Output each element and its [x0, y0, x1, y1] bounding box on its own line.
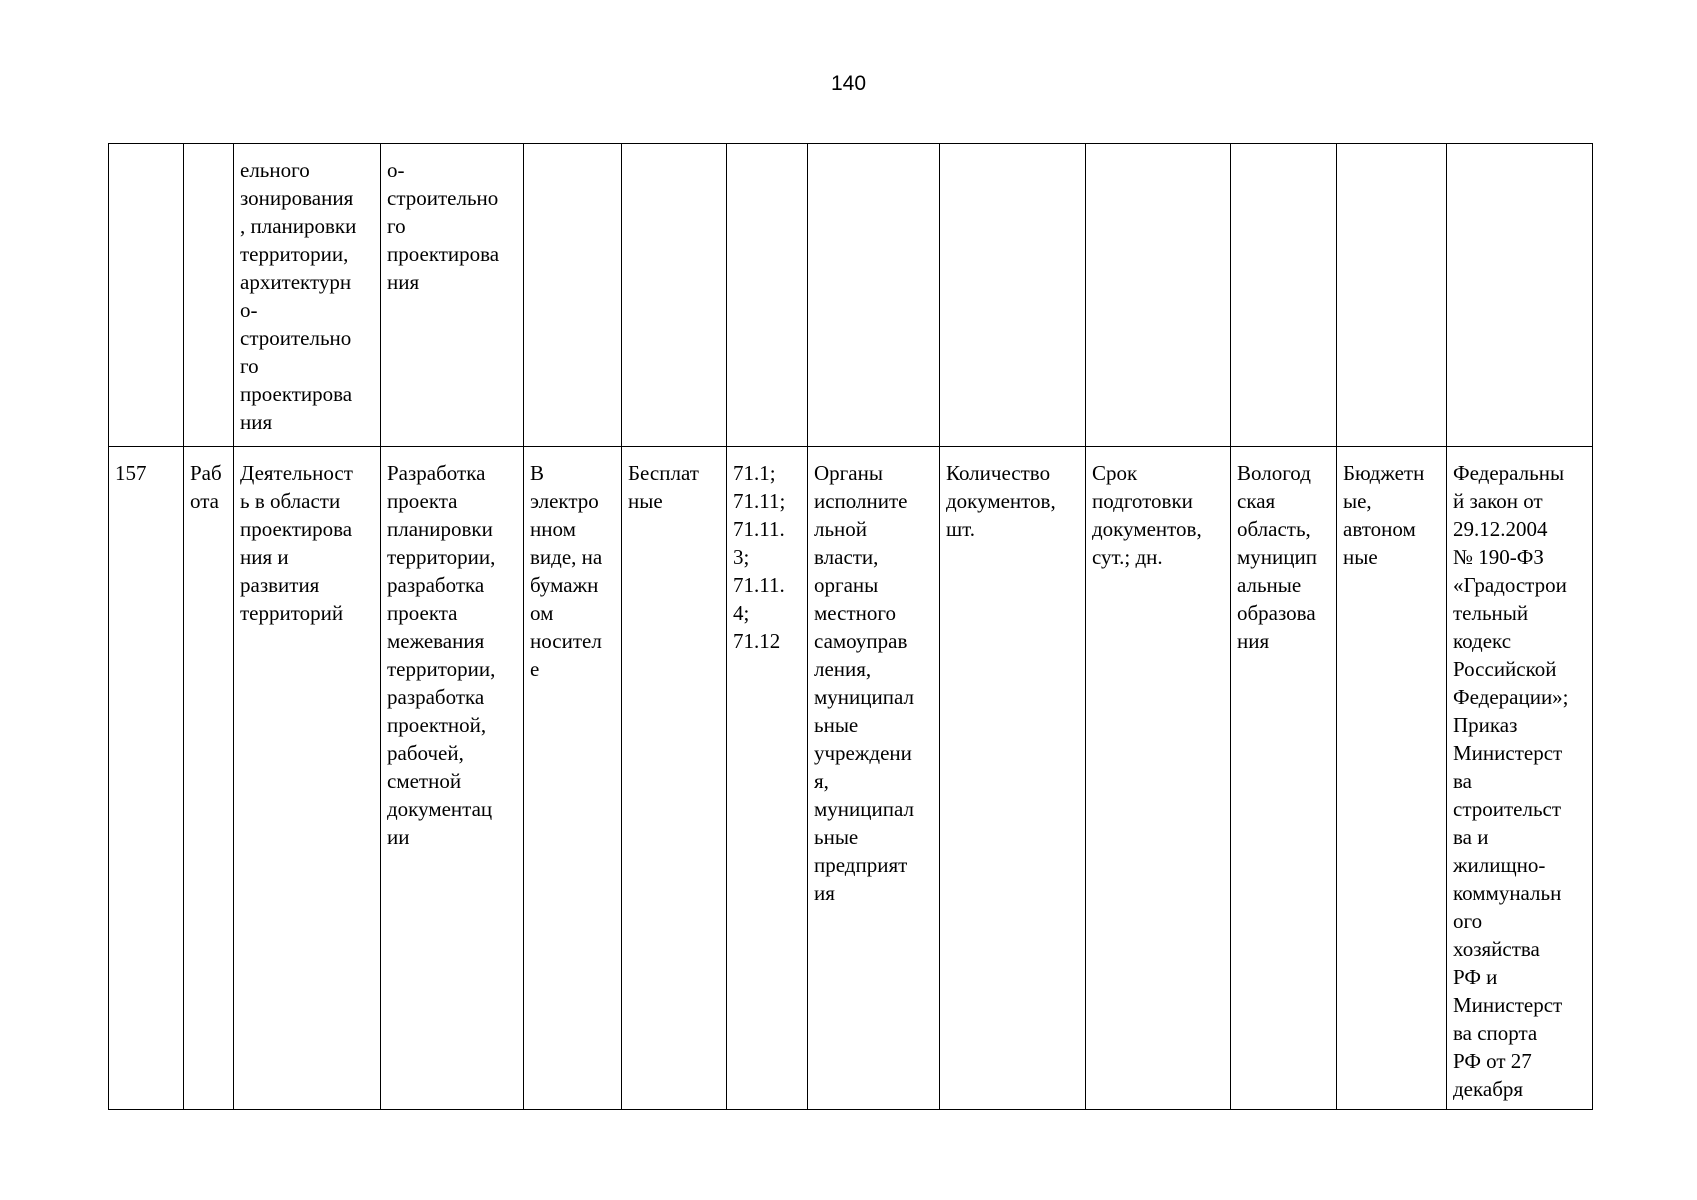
cell-authorities: Органы исполните льной власти, органы местного самоуправ ления, муниципал ьные учреждени я, муниципал ьные предприят ия: [808, 447, 940, 1110]
page-number: 140: [830, 72, 867, 95]
cell-payment: Бесплат ные: [622, 447, 727, 1110]
cell-activity: ельного зонирования , планировки территории, архитектурн о- строительно го проектирова ния: [234, 144, 381, 447]
cell-indicator: [940, 144, 1086, 447]
cell-indicator: Количество документов, шт.: [940, 447, 1086, 1110]
cell-type: Раб ота: [184, 447, 234, 1110]
cell-number: [109, 144, 184, 447]
cell-form: В электро нном виде, на бумажн ом носител е: [524, 447, 622, 1110]
table-row: [109, 144, 1593, 447]
registry-table: [108, 143, 1593, 1110]
cell-content: о- строительно го проектирова ния: [381, 144, 524, 447]
cell-type: [184, 144, 234, 447]
cell-authorities: [808, 144, 940, 447]
cell-activity: Деятельност ь в области проектирова ния и развития территорий: [234, 447, 381, 1110]
cell-term: [1086, 144, 1231, 447]
cell-payment: [622, 144, 727, 447]
cell-legal-basis: Федеральны й закон от 29.12.2004 № 190-ФЗ «Градострои тельный кодекс Российской Федерации»; Приказ Министерст ва строительст ва и жилищно- коммунальн ого хозяйства РФ и Министерст ва спорта РФ от 27 декабря: [1447, 447, 1593, 1110]
cell-institutions: [1337, 144, 1447, 447]
table-row: [109, 447, 1593, 1110]
cell-number: 157: [109, 447, 184, 1110]
cell-content: Разработка проекта планировки территории, разработка проекта межевания территории, разработка проектной, рабочей, сметной документац ии: [381, 447, 524, 1110]
cell-form: [524, 144, 622, 447]
cell-okved: [727, 144, 808, 447]
cell-term: Срок подготовки документов, сут.; дн.: [1086, 447, 1231, 1110]
cell-okved: 71.1; 71.11; 71.11. 3; 71.11. 4; 71.12: [727, 447, 808, 1110]
cell-region: [1231, 144, 1337, 447]
cell-institutions: Бюджетн ые, автоном ные: [1337, 447, 1447, 1110]
cell-legal-basis: [1447, 144, 1593, 447]
cell-region: Вологод ская область, муницип альные образова ния: [1231, 447, 1337, 1110]
